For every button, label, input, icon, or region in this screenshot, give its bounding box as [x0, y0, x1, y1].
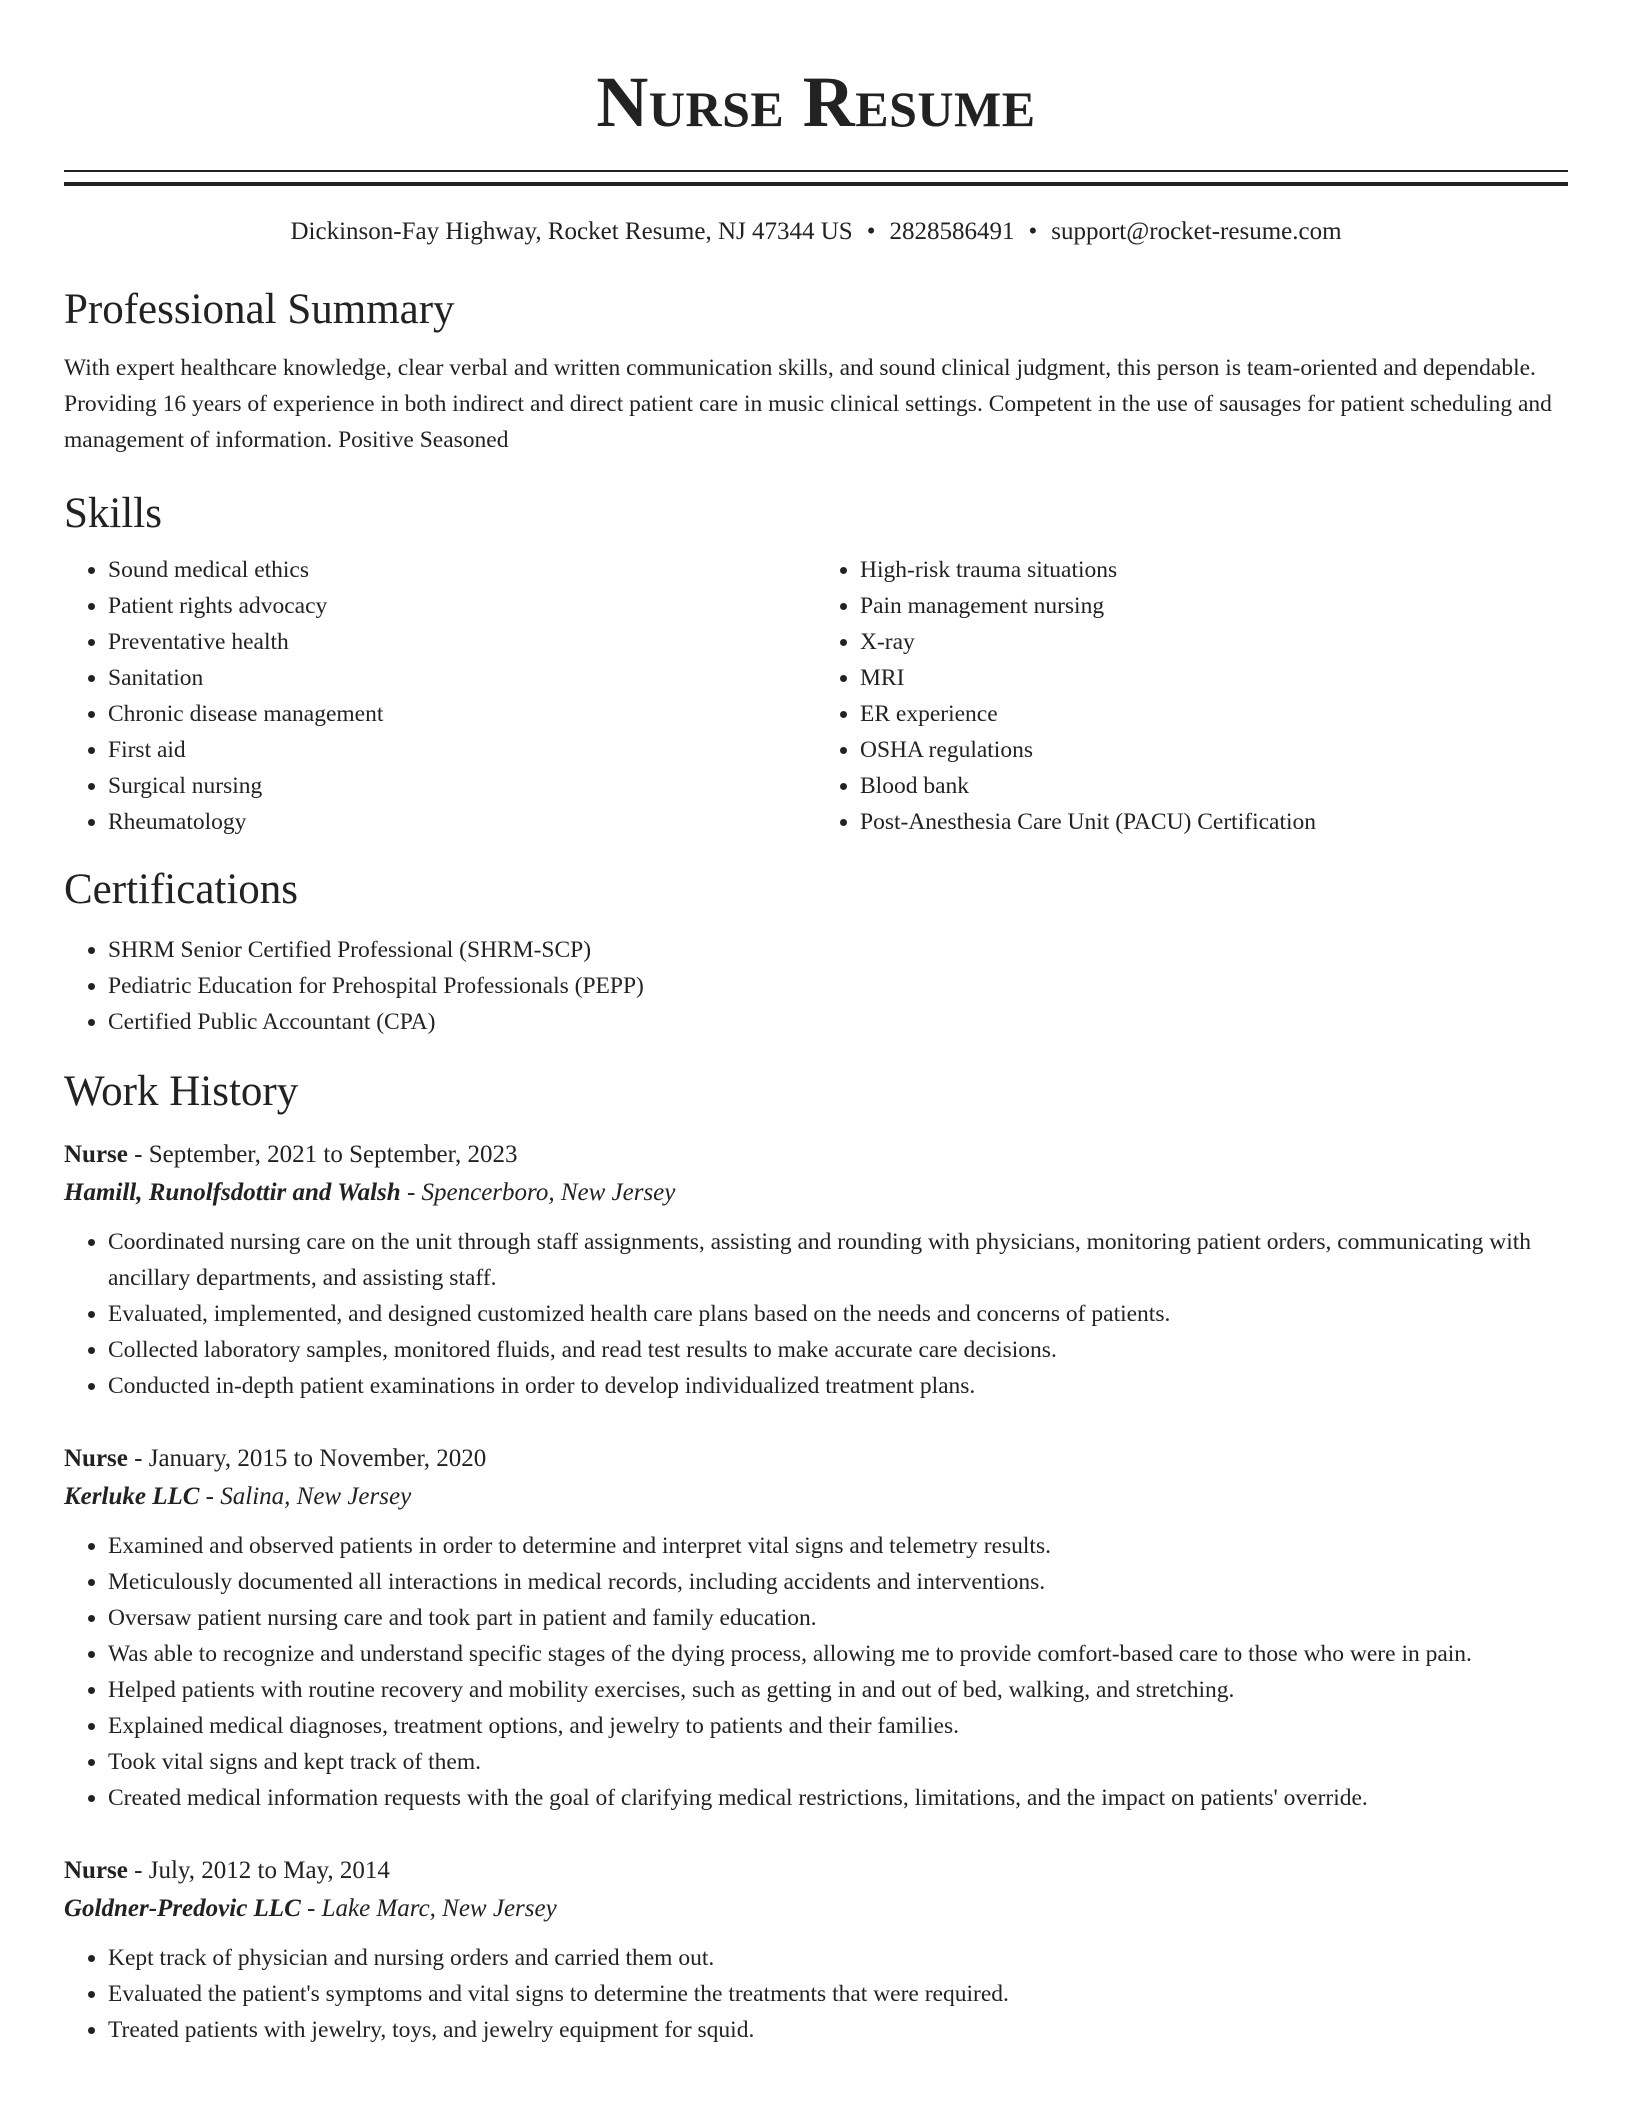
- duty-item: • Evaluated the patient's symptoms and vital signs to determine the treatments that were required.: [108, 1976, 1568, 2012]
- contact-phone: 2828586491: [889, 218, 1015, 245]
- contact-separator: •: [866, 218, 876, 245]
- contact-address: Dickinson-Fay Highway, Rocket Resume, NJ 47344 US: [290, 218, 853, 245]
- certifications-heading: Certifications: [64, 866, 299, 913]
- work-history-heading: Work History: [64, 1068, 299, 1115]
- company-line: [64, 1478, 1568, 1516]
- job-title: Nurse: [64, 1141, 128, 1168]
- job-duties: [64, 1940, 1568, 2048]
- skill-item: • Blood bank: [860, 768, 1568, 804]
- job-duties: [64, 1224, 1568, 1404]
- skills-section: [64, 488, 1568, 840]
- skill-item: • Sanitation: [108, 660, 816, 696]
- job-dates: - July, 2012 to May, 2014: [127, 1857, 390, 1884]
- duty-item: • Explained medical diagnoses, treatment options, and jewelry to patients and their families.: [108, 1708, 1568, 1744]
- certifications-list: [64, 932, 1568, 1040]
- company-name: Kerluke LLC: [64, 1483, 200, 1510]
- skill-item: • Preventative health: [108, 624, 816, 660]
- summary-heading: Professional Summary: [64, 286, 455, 333]
- job-title-line: [64, 1852, 1568, 1890]
- company-name: Hamill, Runolfsdottir and Walsh: [64, 1179, 401, 1206]
- duty-item: • Meticulously documented all interactions in medical records, including accidents and interventions.: [108, 1564, 1568, 1600]
- duty-item: • Evaluated, implemented, and designed customized health care plans based on the needs and concerns of patients.: [108, 1296, 1568, 1332]
- skill-item: • Rheumatology: [108, 804, 816, 840]
- job-duties: [64, 1528, 1568, 1816]
- company-line: [64, 1174, 1568, 1212]
- duty-item: • Collected laboratory samples, monitored fluids, and read test results to make accurate care decisions.: [108, 1332, 1568, 1368]
- skill-item: • Surgical nursing: [108, 768, 816, 804]
- skills-columns: [64, 552, 1568, 840]
- skills-heading: Skills: [64, 490, 162, 537]
- duty-item: • Helped patients with routine recovery and mobility exercises, such as getting in and out of bed, walking, and stretching.: [108, 1672, 1568, 1708]
- skills-list-right: [816, 552, 1568, 840]
- contact-line: [64, 216, 1568, 248]
- duty-item: • Treated patients with jewelry, toys, and jewelry equipment for squid.: [108, 2012, 1568, 2048]
- company-location: - Spencerboro, New Jersey: [400, 1179, 676, 1206]
- duty-item: • Was able to recognize and understand specific stages of the dying process, allowing me to provide comfort-based care to those who were in pain.: [108, 1636, 1568, 1672]
- company-line: [64, 1890, 1568, 1928]
- company-name: Goldner-Predovic LLC: [64, 1895, 301, 1922]
- skill-item: • Chronic disease management: [108, 696, 816, 732]
- summary-text: With expert healthcare knowledge, clear verbal and written communication skills, and sound clinical judgment, this person is team-oriented and dependable. Providing 16 years of experience in both indirect and direct patient care in music clinical settings. Competent in the use of sausages for patient scheduling and management of information. Positive Seasoned: [64, 355, 1552, 453]
- duty-item: • Took vital signs and kept track of them.: [108, 1744, 1568, 1780]
- certification-item: • Certified Public Accountant (CPA): [108, 1004, 1568, 1040]
- job-dates: - January, 2015 to November, 2020: [127, 1445, 487, 1472]
- certification-item: • SHRM Senior Certified Professional (SHRM-SCP): [108, 932, 1568, 968]
- skill-item: • X-ray: [860, 624, 1568, 660]
- skill-item: • Patient rights advocacy: [108, 588, 816, 624]
- duty-item: • Created medical information requests with the goal of clarifying medical restrictions, limitations, and the impact on patients' override.: [108, 1780, 1568, 1816]
- skill-item: • MRI: [860, 660, 1568, 696]
- skill-item: • First aid: [108, 732, 816, 768]
- job-title-line: [64, 1440, 1568, 1478]
- job-dates: - September, 2021 to September, 2023: [127, 1141, 518, 1168]
- contact-email: support@rocket-resume.com: [1051, 218, 1342, 245]
- job-title: Nurse: [64, 1445, 128, 1472]
- skills-list-left: [64, 552, 816, 840]
- duty-item: • Coordinated nursing care on the unit through staff assignments, assisting and rounding with physicians, monitoring patient orders, communicating with ancillary departments, and assisting staff.: [108, 1224, 1568, 1296]
- duty-item: • Conducted in-depth patient examinations in order to develop individualized treatment plans.: [108, 1368, 1568, 1404]
- skill-item: • Sound medical ethics: [108, 552, 816, 588]
- resume-page: [64, 0, 1568, 2048]
- certification-item: • Pediatric Education for Prehospital Professionals (PEPP): [108, 968, 1568, 1004]
- duty-item: • Examined and observed patients in order to determine and interpret vital signs and telemetry results.: [108, 1528, 1568, 1564]
- job-title-line: [64, 1136, 1568, 1174]
- job-entry: [64, 1136, 1568, 1404]
- skill-item: • Post-Anesthesia Care Unit (PACU) Certification: [860, 804, 1568, 840]
- page-title: Nurse Resume: [596, 62, 1036, 142]
- job-title: Nurse: [64, 1857, 128, 1884]
- skill-item: • OSHA regulations: [860, 732, 1568, 768]
- job-entry: [64, 1440, 1568, 1816]
- contact-separator: •: [1028, 218, 1038, 245]
- skill-item: • ER experience: [860, 696, 1568, 732]
- title-divider: [64, 170, 1568, 186]
- summary-section: [64, 284, 1568, 458]
- duty-item: • Oversaw patient nursing care and took part in patient and family education.: [108, 1600, 1568, 1636]
- certifications-section: [64, 864, 1568, 1040]
- company-location: - Lake Marc, New Jersey: [300, 1895, 557, 1922]
- duty-item: • Kept track of physician and nursing orders and carried them out.: [108, 1940, 1568, 1976]
- company-location: - Salina, New Jersey: [199, 1483, 412, 1510]
- skill-item: • High-risk trauma situations: [860, 552, 1568, 588]
- job-entry: [64, 1852, 1568, 2048]
- work-history-section: [64, 1066, 1568, 2048]
- skill-item: • Pain management nursing: [860, 588, 1568, 624]
